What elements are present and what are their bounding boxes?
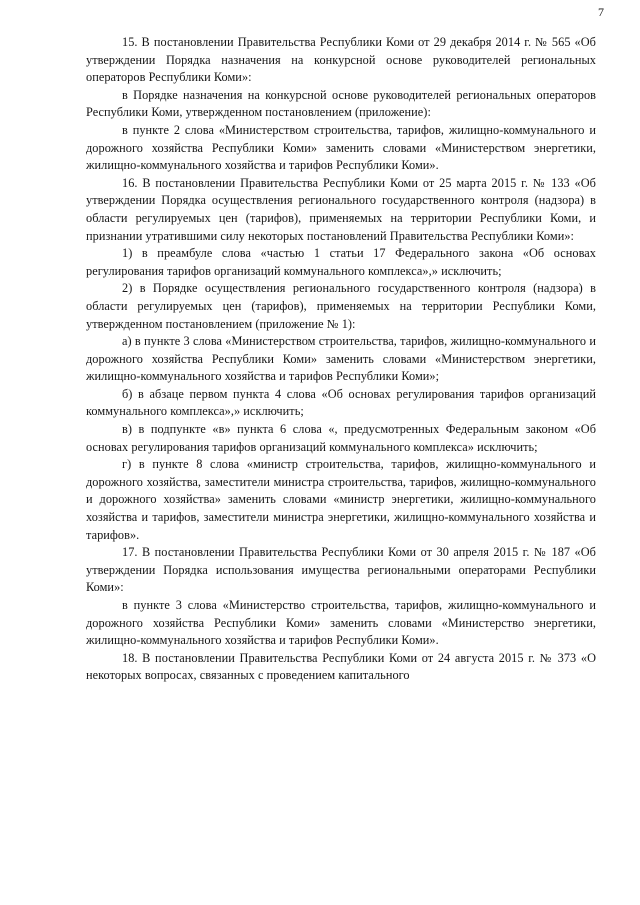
paragraph-17-heading: 17. В постановлении Правительства Республики Коми от 30 апреля 2015 г. № 187 «Об утверждении Порядка использования имущества региональными операторами Республики Коми»: <box>86 545 596 595</box>
paragraph-16-subitem-a: а) в пункте 3 слова «Министерством строительства, тарифов, жилищно-коммунального и дорожного хозяйства Республики Коми» заменить словами «Министерством энергетики, жилищно-коммунального хозяйства и тарифов Республики Коми»; <box>86 334 596 384</box>
paragraph-17-point-3: в пункте 3 слова «Министерство строительства, тарифов, жилищно-коммунального и дорожного хозяйства Республики Коми» заменить словами «Министерство энергетики, жилищно-коммунального хозяйства и тарифов Республики Коми». <box>86 598 596 648</box>
paragraph-16-item-1: 1) в преамбуле слова «частью 1 статьи 17 Федерального закона «Об основах регулирования тарифов организаций коммунального комплекса»,» исключить; <box>86 246 596 278</box>
paragraph-15-point-2: в пункте 2 слова «Министерством строительства, тарифов, жилищно-коммунального и дорожного хозяйства Республики Коми» заменить словами «Министерством энергетики, жилищно-коммунального хозяйства и тарифов Республики Коми». <box>86 122 596 173</box>
paragraph-16-item-2: 2) в Порядке осуществления регионального государственного контроля (надзора) в области регулируемых цен (тарифов), применяемых на территории Республики Коми, утвержденном постановлением (приложение № 1): <box>86 281 596 331</box>
paragraph-15-procedure: в Порядке назначения на конкурсной основе руководителей региональных операторов Республики Коми, утвержденном постановлением (приложение): <box>86 87 596 120</box>
paragraph-16-subitem-g: г) в пункте 8 слова «министр строительства, тарифов, жилищно-коммунального и дорожного хозяйства, заместители министра строительства, тарифов, жилищно-коммунального и дорожного хозяйства» заменить словами «министр энергетики, жилищно-коммунального хозяйства и тарифов, заместители министра энергетики, жилищно-коммунального хозяйства и тарифов». <box>86 457 596 542</box>
paragraph-16-subitem-v: в) в подпункте «в» пункта 6 слова «, предусмотренных Федеральным законом «Об основах регулирования тарифов организаций коммунального комплекса» исключить; <box>86 422 596 454</box>
paragraph-16-heading: 16. В постановлении Правительства Республики Коми от 25 марта 2015 г. № 133 «Об утверждении Порядка осуществления регионального государственного контроля (надзора) в области регулируемых цен (тарифов), применяемых на территории Республики Коми, и признании утратившими силу некоторых постановлений Правительства Республики Коми»: <box>86 175 596 243</box>
paragraph-15-heading: 15. В постановлении Правительства Республики Коми от 29 декабря 2014 г. № 565 «Об утверждении Порядка назначения на конкурсной основе руководителей региональных операторов Республики Коми»: <box>86 35 596 85</box>
document-body <box>86 34 596 685</box>
page-number: 7 <box>598 5 604 19</box>
paragraph-18-heading: 18. В постановлении Правительства Республики Коми от 24 августа 2015 г. № 373 «О некоторых вопросах, связанных с проведением капитального <box>86 650 596 683</box>
paragraph-16-subitem-b: б) в абзаце первом пункта 4 слова «Об основах регулирования тарифов организаций коммунального комплекса»,» исключить; <box>86 386 596 419</box>
